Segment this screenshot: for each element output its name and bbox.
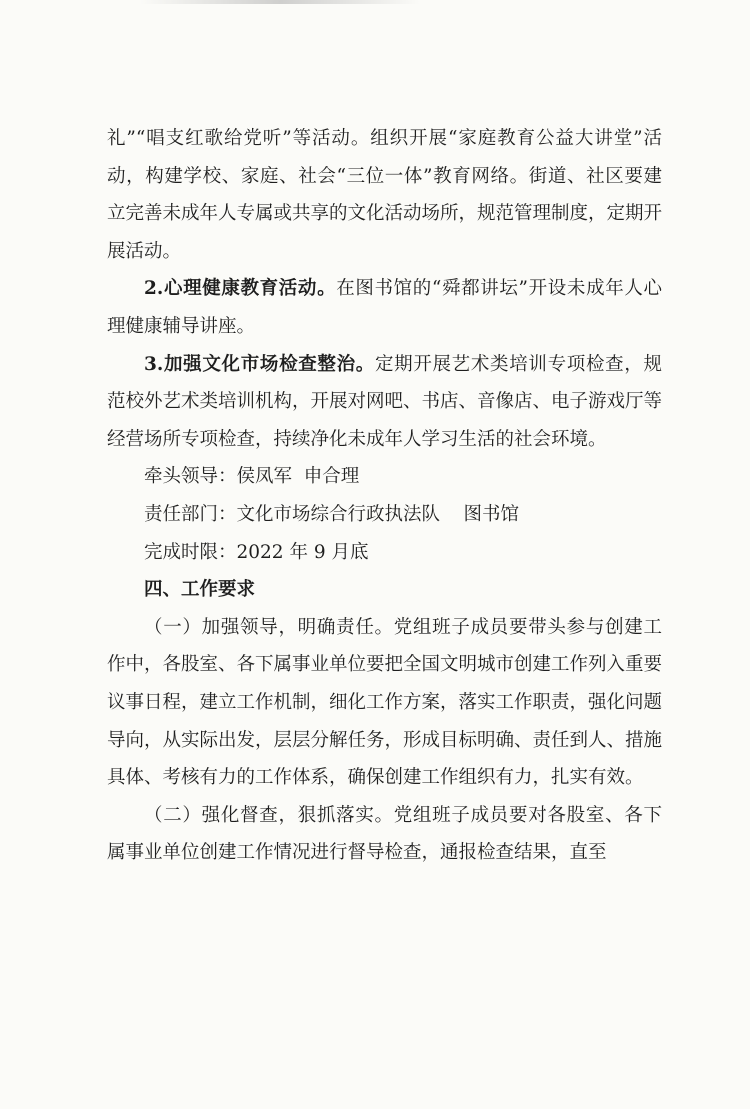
- section-4-sub-1: [107, 609, 662, 797]
- item-3-title: 3.加强文化市场检查整治。: [144, 353, 375, 375]
- lead-leaders: 牵头领导：侯凤军 申合理: [144, 466, 360, 488]
- section-4-heading: 四、工作要求: [144, 579, 256, 601]
- paragraph-continuation: 礼”“唱支红歌给党听”等活动。组织开展“家庭教育公益大讲堂”活动，构建学校、家庭、社会“三位一体”教育网络。街道、社区要建立完善未成年人专属或共享的文化活动场所，规范管理制度，定期开展活动。: [107, 128, 663, 262]
- sub-1-body: 党组班子成员要带头参与创建工作中，各股室、各下属事业单位要把全国文明城市创建工作列入重要议事日程，建立工作机制，细化工作方案，落实工作职责，强化问题导向，从实际出发，层层分解任务，形成目标明确、责任到人、措施具体、考核有力的工作体系，确保创建工作组织有力，扎实有效。: [107, 616, 663, 789]
- deadline: 完成时限：2022 年 9 月底: [144, 541, 369, 563]
- sub-2-body: 党组班子成员要对各股室、各下属事业单位创建工作情况进行督导检查，通报检查结果，直至: [107, 804, 662, 864]
- section-4-sub-2: [107, 797, 662, 872]
- item-2: [107, 270, 662, 345]
- item-3-body: 定期开展艺术类培训专项检查，规范校外艺术类培训机构，开展对网吧、书店、音像店、电子游戏厅等经营场所专项检查，持续净化未成年人学习生活的社会环境。: [107, 353, 663, 450]
- sub-2-title: （二）强化督查，狠抓落实。: [144, 804, 394, 826]
- responsible-departments: 责任部门：文化市场综合行政执法队 图书馆: [144, 503, 520, 525]
- document-page: [107, 120, 662, 872]
- scan-edge-mark: [140, 0, 420, 4]
- item-2-title: 2.心理健康教育活动。: [144, 278, 337, 300]
- item-3: [107, 346, 662, 459]
- item-2-body: 在图书馆的“舜都讲坛”开设未成年人心理健康辅导讲座。: [107, 278, 662, 337]
- sub-1-title: （一）加强领导，明确责任。: [144, 616, 394, 638]
